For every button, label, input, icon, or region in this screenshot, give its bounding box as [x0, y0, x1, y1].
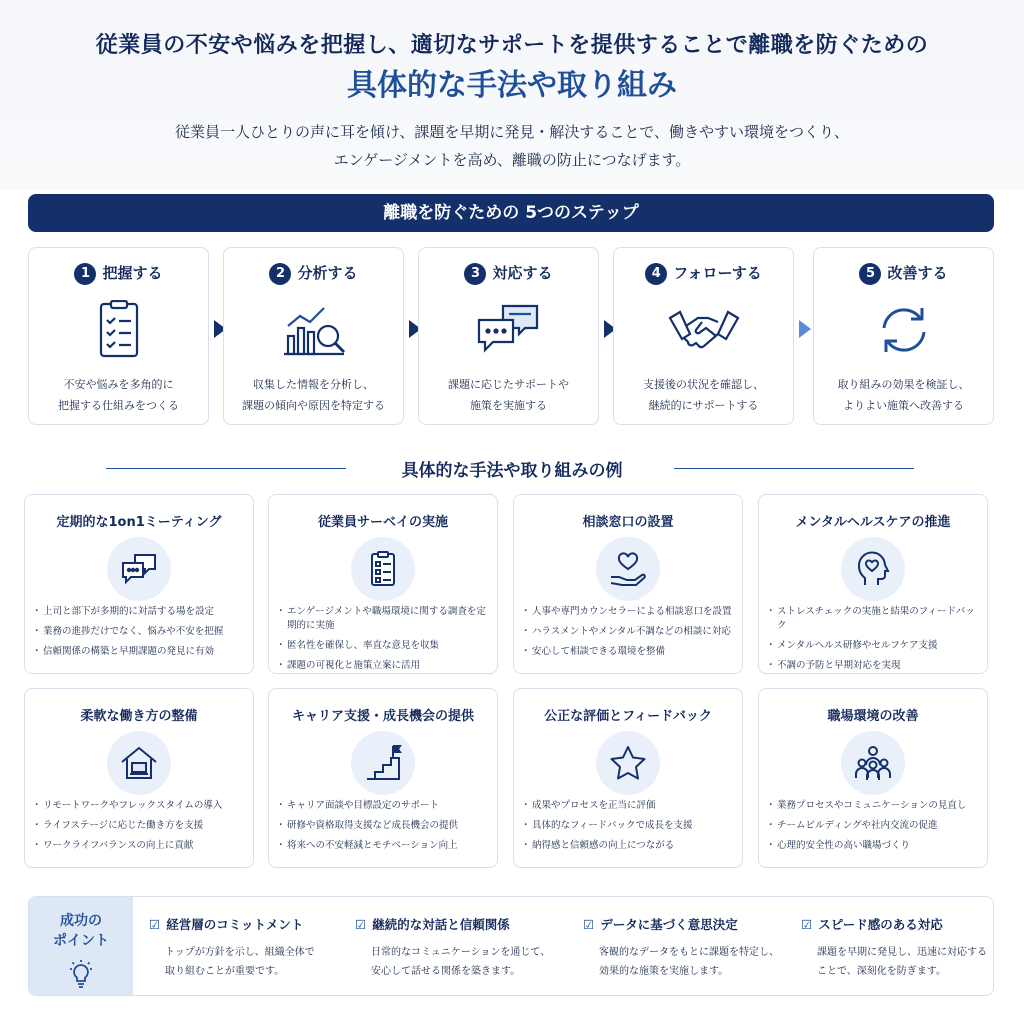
point-body	[149, 943, 369, 981]
point-body	[801, 943, 994, 981]
step-description	[814, 374, 993, 416]
step-desc-line1: 収集した情報を分析し、	[253, 378, 374, 391]
list-item: ・ リモートワークやフレックスタイムの導入	[35, 799, 249, 813]
list-item: ・ 業務の進捗だけでなく、悩みや不安を把握	[35, 625, 249, 639]
success-point-3	[583, 915, 803, 981]
lead-line1: 従業員一人ひとりの声に耳を傾け、課題を早期に発見・解決することで、働きやすい環境をつくり、	[174, 123, 850, 141]
card-bullet-list	[279, 605, 493, 679]
card-icon-circle	[107, 537, 171, 601]
step-desc-line1: 課題に応じたサポートや	[448, 378, 569, 391]
survey-icon	[363, 549, 403, 589]
point-heading	[583, 915, 803, 933]
handshake-icon	[668, 300, 740, 360]
step-card-3	[418, 247, 599, 425]
point-body-line1: 日常的なコミュニケーションを通じて、	[371, 947, 551, 958]
page-title-line2: 具体的な手法や取り組み	[347, 68, 677, 103]
step-card-4	[613, 247, 794, 425]
step-description	[614, 374, 793, 416]
card-workplace-improvement	[758, 688, 988, 868]
card-title: 職場環境の改善	[827, 709, 919, 724]
card-title: 従業員サーベイの実施	[317, 515, 448, 530]
step-card-5	[813, 247, 994, 425]
examples-section-title: 具体的な手法や取り組みの例	[401, 461, 623, 481]
success-point-2	[355, 915, 575, 981]
list-item: ・ 将来への不安軽減とモチベーション向上	[279, 839, 493, 853]
step-card-1	[28, 247, 209, 425]
list-item: ・ 研修や資格取得支援など成長機会の提供	[279, 819, 493, 833]
chat-bubbles-icon	[473, 300, 545, 360]
lightbulb-icon	[67, 959, 95, 989]
list-item: ・ ワークライフバランスの向上に貢献	[35, 839, 249, 853]
card-icon-circle	[351, 537, 415, 601]
point-title: 継続的な対話と信頼関係	[372, 917, 510, 932]
list-item: ・ キャリア面談や目標設定のサポート	[279, 799, 493, 813]
success-point-4	[801, 915, 994, 981]
step-number: 3	[464, 263, 486, 285]
step-desc-line2: 継続的にサポートする	[648, 399, 759, 412]
step-title: 分析する	[297, 264, 358, 282]
step-description	[224, 374, 403, 416]
card-bullet-list	[279, 799, 493, 859]
list-item: ・ 匿名性を確保し、率直な意見を収集	[279, 639, 493, 653]
success-points-label: 成功の ポイント	[53, 913, 109, 949]
point-heading	[355, 915, 575, 933]
team-icon	[853, 743, 893, 783]
card-mental-health	[758, 494, 988, 674]
card-career-support	[268, 688, 498, 868]
list-item: ・ 信頼関係の構築と早期課題の発見に有効	[35, 645, 249, 659]
point-body-line2: ことで、深刻化を防ぎます。	[817, 966, 946, 977]
step-arrow-icon	[799, 320, 811, 338]
step-description	[419, 374, 598, 416]
list-item: ・ エンゲージメントや職場環境に関する調査を定期的に実施	[279, 605, 493, 633]
card-bullet-list	[35, 605, 249, 665]
step-heading	[224, 262, 403, 285]
point-title: 経営層のコミットメント	[166, 917, 304, 932]
step-number: 2	[269, 263, 291, 285]
point-body	[355, 943, 575, 981]
head-heart-icon	[853, 549, 893, 589]
list-item: ・ メンタルヘルス研修やセルフケア支援	[769, 639, 983, 653]
success-point-1	[149, 915, 369, 981]
card-title: 公正な評価とフィードバック	[544, 709, 712, 724]
page-title-line1: 従業員の不安や悩みを把握し、適切なサポートを提供することで離職を防ぐための	[95, 33, 929, 58]
step-desc-line1: 取り組みの効果を検証し、	[837, 378, 970, 391]
list-item: ・ 安心して相談できる環境を整備	[524, 645, 738, 659]
lead-text	[0, 118, 1024, 174]
step-number: 4	[645, 263, 667, 285]
card-icon-circle	[351, 731, 415, 795]
success-points-label-block	[29, 897, 133, 996]
card-title: 定期的な1on1ミーティング	[56, 515, 222, 530]
list-item: ・ ハラスメントやメンタル不調などの相談に対応	[524, 625, 738, 639]
step-heading	[29, 262, 208, 285]
list-item: ・ 具体的なフィードバックで成長を支援	[524, 819, 738, 833]
list-item: ・ 課題の可視化と施策立案に活用	[279, 659, 493, 673]
step-title: フォローする	[673, 264, 762, 282]
step-heading	[419, 262, 598, 285]
card-employee-survey	[268, 494, 498, 674]
point-body-line1: トップが方針を示し、組織全体で	[165, 947, 315, 958]
step-desc-line2: 施策を実施する	[470, 399, 547, 412]
step-desc-line1: 支援後の状況を確認し、	[643, 378, 764, 391]
step-number: 5	[859, 263, 881, 285]
step-title: 対応する	[492, 264, 553, 282]
heart-hand-icon	[608, 549, 648, 589]
card-consultation-desk	[513, 494, 743, 674]
list-item: ・ 不調の予防と早期対応を実現	[769, 659, 983, 673]
card-bullet-list	[524, 799, 738, 859]
checkmark-icon: ☑	[355, 917, 367, 932]
point-body-line2: 取り組むことが重要です。	[165, 966, 285, 977]
point-body-line1: 課題を早期に発見し、迅速に対応する	[817, 947, 987, 958]
step-desc-line1: 不安や悩みを多角的に	[63, 378, 174, 391]
step-description	[29, 374, 208, 416]
list-item: ・ 成果やプロセスを正当に評価	[524, 799, 738, 813]
list-item: ・ 人事や専門カウンセラーによる相談窓口を設置	[524, 605, 738, 619]
steps-banner: 離職を防ぐための 5つのステップ	[28, 194, 994, 232]
point-body-line1: 客観的なデータをもとに課題を特定し、	[599, 947, 779, 958]
list-item: ・ 納得感と信頼感の向上につながる	[524, 839, 738, 853]
card-title: キャリア支援・成長機会の提供	[291, 709, 474, 724]
star-icon	[608, 743, 648, 783]
card-icon-circle	[596, 731, 660, 795]
card-flexible-work	[24, 688, 254, 868]
card-bullet-list	[35, 799, 249, 859]
card-bullet-list	[769, 799, 983, 859]
card-icon-circle	[596, 537, 660, 601]
card-icon-circle	[841, 731, 905, 795]
list-item: ・ 心理的安全性の高い職場づくり	[769, 839, 983, 853]
card-icon-circle	[841, 537, 905, 601]
stairs-flag-icon	[363, 743, 403, 783]
card-bullet-list	[769, 605, 983, 679]
lead-line2: エンゲージメントを高め、離職の防止につなげます。	[333, 151, 691, 169]
refresh-cycle-icon	[868, 300, 940, 360]
home-laptop-icon	[119, 743, 159, 783]
list-item: ・ 業務プロセスやコミュニケーションの見直し	[769, 799, 983, 813]
step-title: 改善する	[887, 264, 948, 282]
point-body-line2: 効果的な施策を実施します。	[599, 966, 729, 977]
point-title: データに基づく意思決定	[600, 917, 738, 932]
card-1on1-meeting	[24, 494, 254, 674]
point-body	[583, 943, 803, 981]
card-bullet-list	[524, 605, 738, 665]
step-heading	[614, 262, 793, 285]
point-heading	[149, 915, 369, 933]
step-desc-line2: 把握する仕組みをつくる	[58, 399, 179, 412]
chat-icon	[119, 549, 159, 589]
list-item: ・ ライフステージに応じた働き方を支援	[35, 819, 249, 833]
card-title: 柔軟な働き方の整備	[80, 709, 198, 724]
step-desc-line2: 課題の傾向や原因を特定する	[242, 399, 385, 412]
checkmark-icon: ☑	[801, 917, 813, 932]
card-icon-circle	[107, 731, 171, 795]
point-body-line2: 安心して話せる関係を築きます。	[371, 966, 521, 977]
list-item: ・ 上司と部下が多期的に対話する場を設定	[35, 605, 249, 619]
success-points-panel	[28, 896, 994, 996]
step-card-2	[223, 247, 404, 425]
step-heading	[814, 262, 993, 285]
step-number: 1	[74, 263, 96, 285]
point-title: スピード感のある対応	[818, 917, 943, 932]
step-title: 把握する	[102, 264, 163, 282]
card-title: 相談窓口の設置	[582, 515, 674, 530]
chart-magnifier-icon	[278, 300, 350, 360]
card-fair-evaluation	[513, 688, 743, 868]
steps-row	[28, 247, 994, 425]
point-heading	[801, 915, 994, 933]
checkmark-icon: ☑	[583, 917, 595, 932]
card-title: メンタルヘルスケアの推進	[795, 515, 951, 530]
checkmark-icon: ☑	[149, 917, 161, 932]
step-desc-line2: よりよい施策へ改善する	[843, 399, 964, 412]
list-item: ・ ストレスチェックの実施と結果のフィードバック	[769, 605, 983, 633]
clipboard-checklist-icon	[83, 300, 155, 360]
section-rule-right	[674, 468, 914, 469]
list-item: ・ チームビルディングや社内交流の促進	[769, 819, 983, 833]
